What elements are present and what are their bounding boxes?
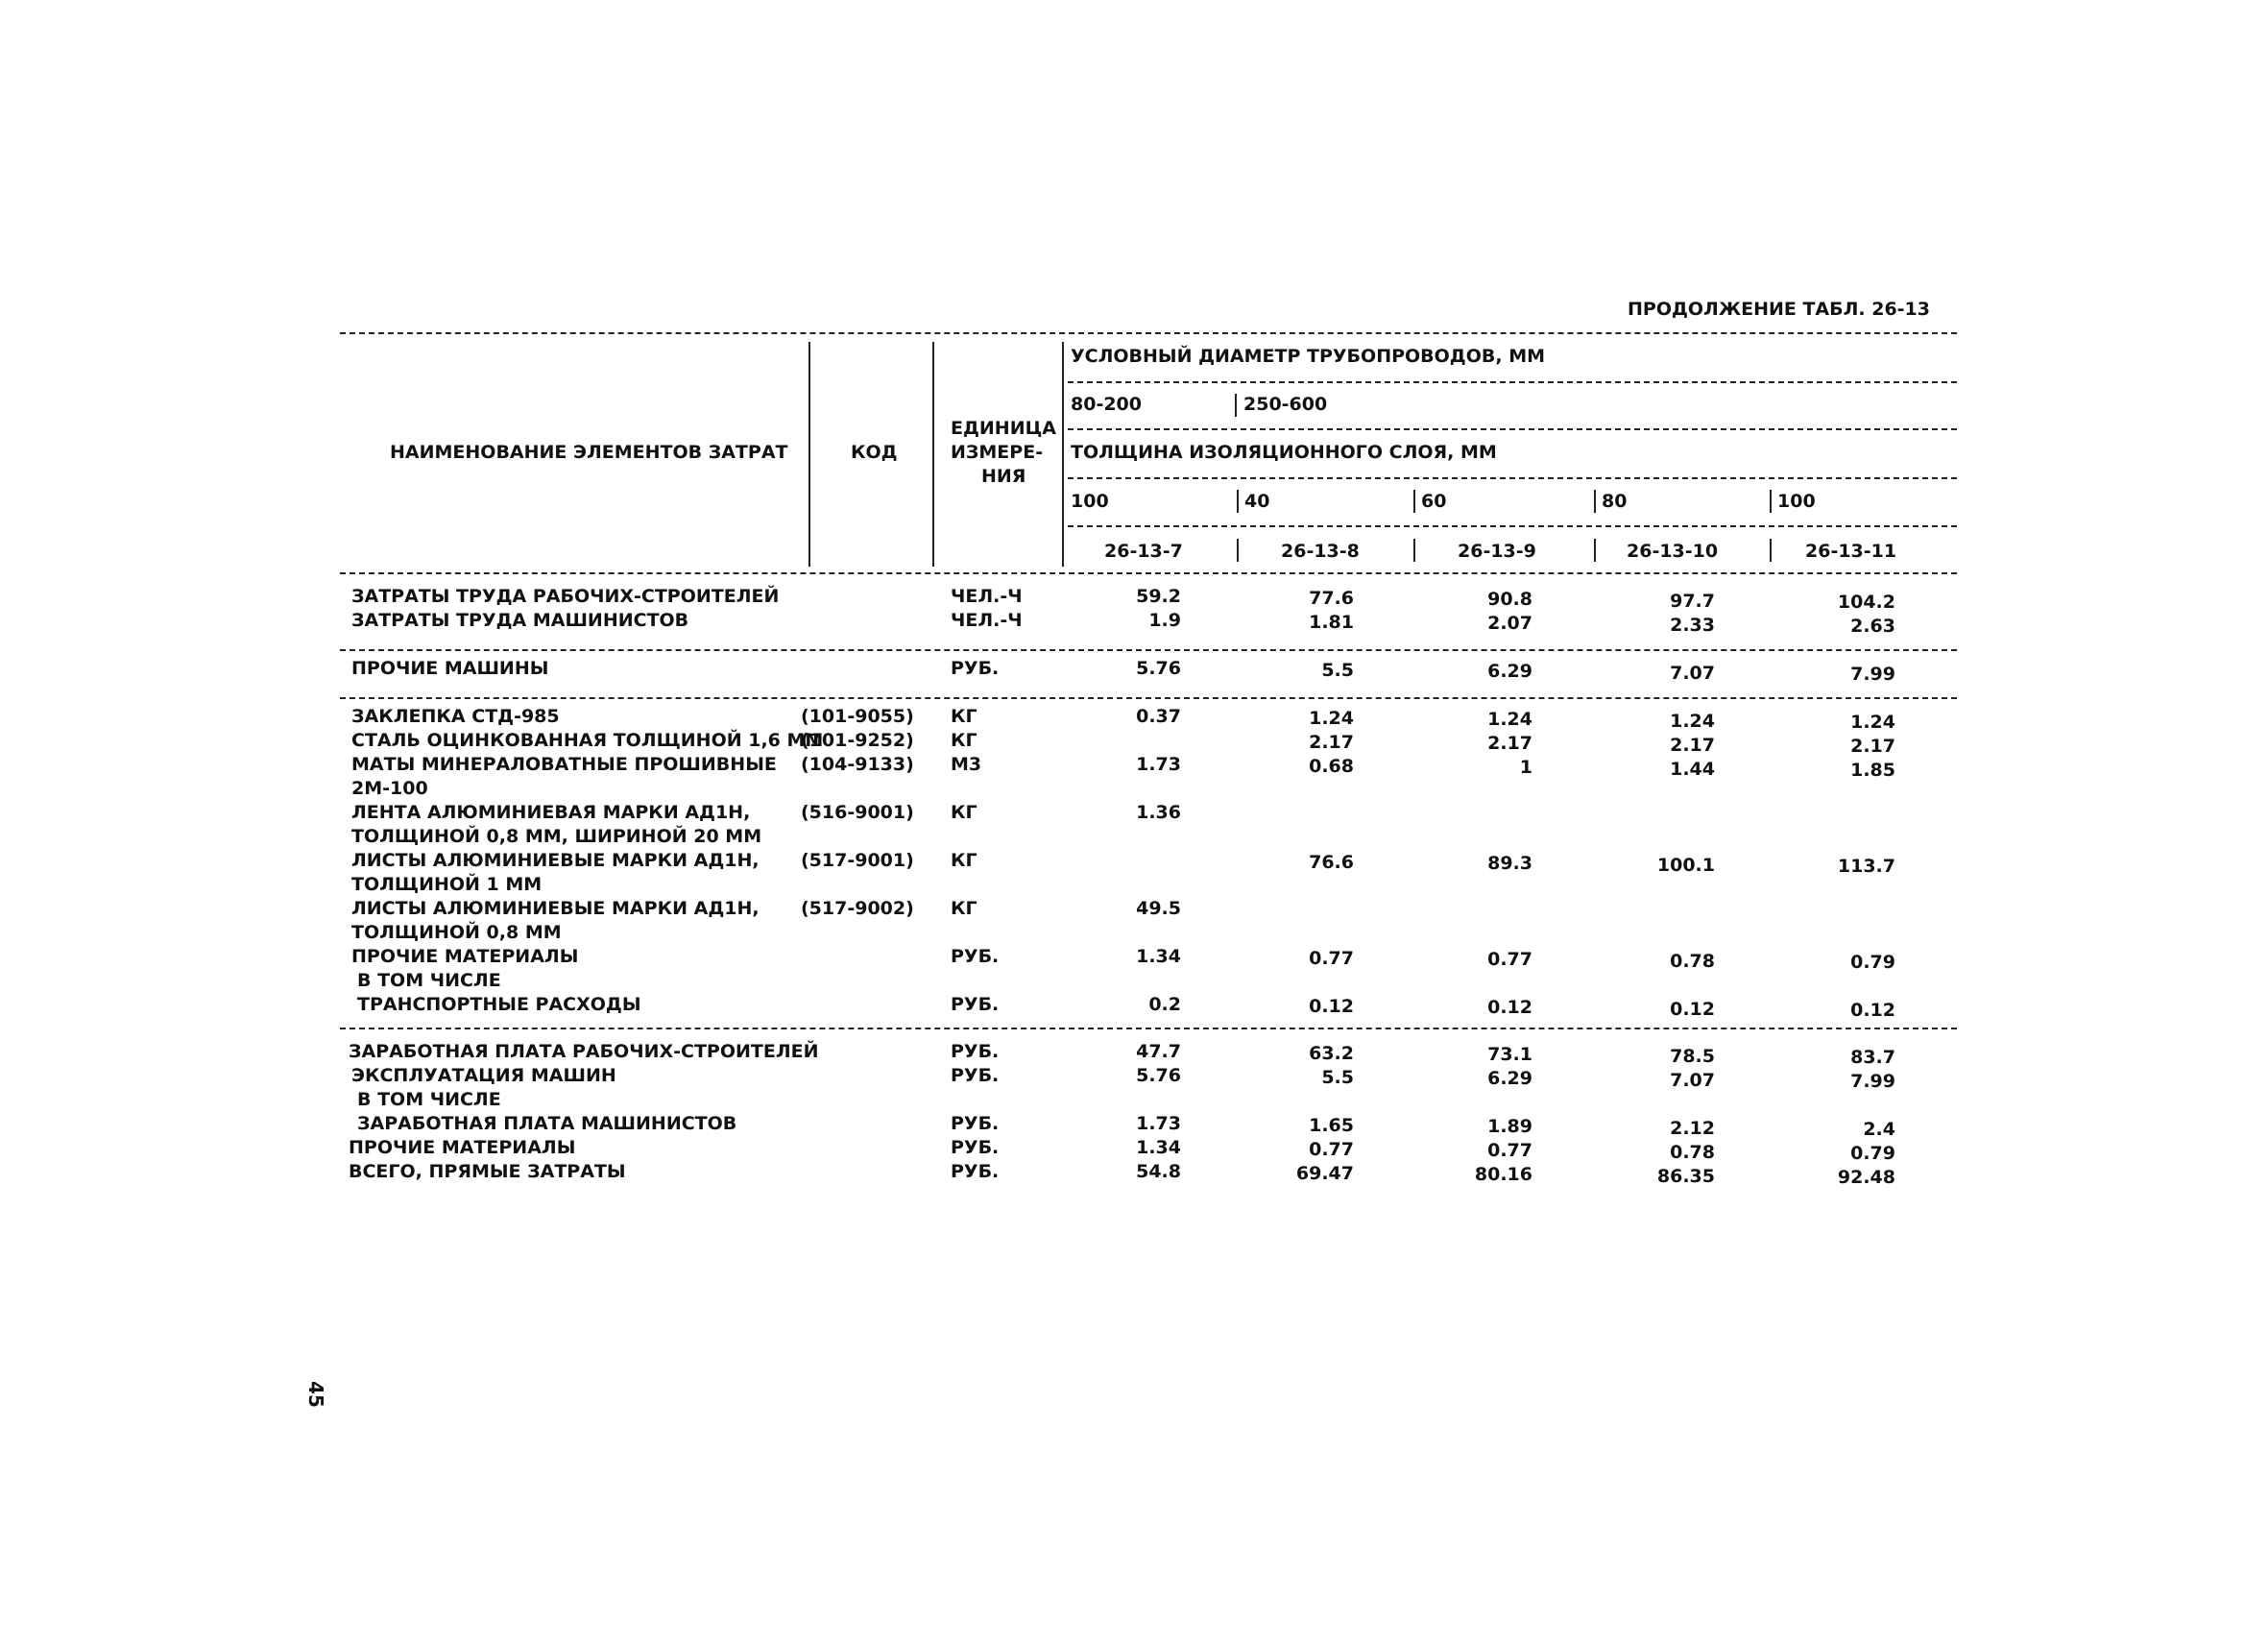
row-value: 5.76	[1136, 658, 1181, 679]
row-name: ЗАРАБОТНАЯ ПЛАТА МАШИНИСТОВ	[357, 1113, 737, 1134]
row-unit: КГ	[951, 850, 977, 871]
divider-code-3	[1594, 539, 1596, 562]
row-value: 7.99	[1850, 1071, 1895, 1092]
row-name: ЭКСПЛУАТАЦИЯ МАШИН	[351, 1065, 616, 1086]
row-name: ЗАКЛЕПКА СТД-985	[351, 706, 560, 727]
row-value: 54.8	[1136, 1161, 1181, 1182]
row-name: ПРОЧИЕ МАТЕРИАЛЫ	[351, 946, 579, 967]
row-value: 0.12	[1670, 999, 1715, 1020]
row-value: 1.89	[1487, 1116, 1532, 1137]
row-value: 1.65	[1309, 1115, 1354, 1136]
row-unit: РУБ.	[951, 1161, 1000, 1182]
row-unit: РУБ.	[951, 1041, 1000, 1062]
header-code: КОД	[851, 442, 898, 463]
row-value: 0.12	[1487, 997, 1532, 1018]
header-diameter-1: 80-200	[1071, 394, 1142, 415]
row-value: 90.8	[1487, 589, 1532, 610]
row-value: 0.79	[1850, 1143, 1895, 1164]
row-unit: РУБ.	[951, 1113, 1000, 1134]
header-unit-2: ИЗМЕРЕ-	[951, 442, 1044, 463]
row-value: 0.79	[1850, 952, 1895, 973]
row-value: 5.5	[1321, 1067, 1354, 1088]
row-value: 59.2	[1136, 586, 1181, 607]
header-thickness-title: ТОЛЩИНА ИЗОЛЯЦИОННОГО СЛОЯ, ММ	[1071, 442, 1497, 463]
row-unit: КГ	[951, 802, 977, 823]
row-value: 77.6	[1309, 588, 1354, 609]
row-value: 69.47	[1295, 1163, 1354, 1184]
row-value: 63.2	[1309, 1043, 1354, 1064]
divider-code-2	[1413, 539, 1415, 562]
row-value: 5.76	[1136, 1065, 1181, 1086]
row-name: В ТОМ ЧИСЛЕ	[357, 970, 501, 991]
row-value: 6.29	[1487, 661, 1532, 682]
row-name: ЛЕНТА АЛЮМИНИЕВАЯ МАРКИ АД1Н,	[351, 802, 751, 823]
row-name: ТОЛЩИНОЙ 0,8 ММ	[351, 922, 562, 943]
row-name: В ТОМ ЧИСЛЕ	[357, 1089, 501, 1110]
row-name: ТОЛЩИНОЙ 0,8 ММ, ШИРИНОЙ 20 ММ	[351, 826, 762, 847]
rule-group-1	[340, 649, 1957, 651]
row-unit: РУБ.	[951, 994, 1000, 1015]
header-code-3: 26-13-9	[1458, 541, 1536, 562]
row-value: 73.1	[1487, 1044, 1532, 1065]
row-value: 5.5	[1321, 660, 1354, 681]
row-name: ЛИСТЫ АЛЮМИНИЕВЫЕ МАРКИ АД1Н,	[351, 850, 760, 871]
row-value: 7.07	[1670, 1070, 1715, 1091]
row-unit: РУБ.	[951, 946, 1000, 967]
row-unit: РУБ.	[951, 658, 1000, 679]
row-name: ЗАРАБОТНАЯ ПЛАТА РАБОЧИХ-СТРОИТЕЛЕЙ	[349, 1041, 819, 1062]
divider-unit-data	[1062, 342, 1064, 567]
row-value: 47.7	[1136, 1041, 1181, 1062]
header-code-5: 26-13-11	[1805, 541, 1897, 562]
row-value: 1.24	[1670, 711, 1715, 732]
row-value: 0.77	[1487, 949, 1532, 970]
row-value: 0.77	[1309, 948, 1354, 969]
row-value: 0.2	[1148, 994, 1181, 1015]
row-code: (101-9252)	[801, 730, 914, 751]
row-value: 0.77	[1309, 1139, 1354, 1160]
row-unit: РУБ.	[951, 1065, 1000, 1086]
row-value: 104.2	[1837, 592, 1895, 613]
row-value: 0.77	[1487, 1140, 1532, 1161]
rule-header-2	[1068, 428, 1957, 430]
divider-code-1	[1237, 539, 1239, 562]
row-name: МАТЫ МИНЕРАЛОВАТНЫЕ ПРОШИВНЫЕ	[351, 754, 777, 775]
row-value: 49.5	[1136, 898, 1181, 919]
row-name: ТРАНСПОРТНЫЕ РАСХОДЫ	[357, 994, 641, 1015]
row-value: 113.7	[1837, 856, 1895, 877]
row-code: (517-9002)	[801, 898, 914, 919]
row-value: 1.9	[1148, 610, 1181, 631]
header-thickness-2: 40	[1244, 491, 1270, 512]
rule-group-2	[340, 697, 1957, 699]
row-unit: РУБ.	[951, 1137, 1000, 1158]
row-value: 1.85	[1850, 760, 1895, 781]
header-name: НАИМЕНОВАНИЕ ЭЛЕМЕНТОВ ЗАТРАТ	[390, 442, 788, 463]
row-value: 83.7	[1850, 1047, 1895, 1068]
header-unit-3: НИЯ	[981, 466, 1026, 487]
header-thickness-4: 80	[1602, 491, 1628, 512]
divider-thickness-4	[1770, 490, 1772, 513]
row-value: 1.73	[1136, 754, 1181, 775]
divider-name-code	[808, 342, 810, 567]
row-value: 0.12	[1309, 996, 1354, 1017]
header-thickness-1: 100	[1071, 491, 1109, 512]
row-unit: ЧЕЛ.-Ч	[951, 610, 1023, 631]
header-code-1: 26-13-7	[1104, 541, 1183, 562]
row-value: 2.07	[1487, 613, 1532, 634]
divider-diameter	[1235, 394, 1237, 417]
rule-header-4	[1068, 525, 1957, 527]
row-value: 1.24	[1487, 709, 1532, 730]
row-value: 1.73	[1136, 1113, 1181, 1134]
row-name: ЛИСТЫ АЛЮМИНИЕВЫЕ МАРКИ АД1Н,	[351, 898, 760, 919]
row-value: 1.24	[1850, 712, 1895, 733]
row-value: 97.7	[1670, 591, 1715, 612]
row-value: 6.29	[1487, 1068, 1532, 1089]
row-name: ПРОЧИЕ МАШИНЫ	[351, 658, 549, 679]
header-diameter-2: 250-600	[1243, 394, 1328, 415]
row-code: (104-9133)	[801, 754, 914, 775]
row-value: 0.78	[1670, 951, 1715, 972]
row-value: 1.36	[1136, 802, 1181, 823]
row-value: 80.16	[1474, 1164, 1532, 1185]
header-unit-1: ЕДИНИЦА	[951, 418, 1056, 439]
rule-group-3	[340, 1028, 1957, 1029]
row-name: СТАЛЬ ОЦИНКОВАННАЯ ТОЛЩИНОЙ 1,6 ММ	[351, 730, 824, 751]
table-caption: ПРОДОЛЖЕНИЕ ТАБЛ. 26-13	[1628, 299, 1930, 320]
header-diameter-title: УСЛОВНЫЙ ДИАМЕТР ТРУБОПРОВОДОВ, ММ	[1071, 346, 1546, 367]
row-value: 2.17	[1487, 733, 1532, 754]
row-name: ЗАТРАТЫ ТРУДА РАБОЧИХ-СТРОИТЕЛЕЙ	[351, 586, 780, 607]
header-thickness-5: 100	[1777, 491, 1816, 512]
divider-thickness-1	[1237, 490, 1239, 513]
row-value: 0.78	[1670, 1142, 1715, 1163]
rule-header-3	[1068, 477, 1957, 479]
row-value: 78.5	[1670, 1046, 1715, 1067]
page-number: 45	[303, 1381, 327, 1408]
row-name: ПРОЧИЕ МАТЕРИАЛЫ	[349, 1137, 576, 1158]
row-value: 1.24	[1309, 708, 1354, 729]
row-value: 7.99	[1850, 664, 1895, 685]
row-value: 76.6	[1309, 852, 1354, 873]
row-code: (517-9001)	[801, 850, 914, 871]
rule-top	[340, 332, 1957, 334]
header-code-2: 26-13-8	[1281, 541, 1360, 562]
row-unit: КГ	[951, 730, 977, 751]
row-value: 0.37	[1136, 706, 1181, 727]
row-value: 2.17	[1309, 732, 1354, 753]
row-unit: КГ	[951, 898, 977, 919]
row-name: ВСЕГО, ПРЯМЫЕ ЗАТРАТЫ	[349, 1161, 626, 1182]
row-name: ТОЛЩИНОЙ 1 ММ	[351, 874, 543, 895]
row-value: 0.12	[1850, 1000, 1895, 1021]
row-value: 86.35	[1656, 1166, 1715, 1187]
rule-header-1	[1068, 381, 1957, 383]
row-value: 7.07	[1670, 663, 1715, 684]
divider-thickness-2	[1413, 490, 1415, 513]
row-value: 2.4	[1863, 1119, 1895, 1140]
rule-header-bottom	[340, 572, 1957, 574]
row-code: (516-9001)	[801, 802, 914, 823]
row-value: 2.33	[1670, 615, 1715, 636]
row-value: 2.17	[1850, 736, 1895, 757]
row-name: 2М-100	[351, 778, 428, 799]
row-value: 1.44	[1670, 759, 1715, 780]
row-unit: КГ	[951, 706, 977, 727]
header-thickness-3: 60	[1421, 491, 1447, 512]
row-unit: ЧЕЛ.-Ч	[951, 586, 1023, 607]
divider-code-4	[1770, 539, 1772, 562]
row-value: 1.34	[1136, 1137, 1181, 1158]
row-value: 2.12	[1670, 1118, 1715, 1139]
row-value: 89.3	[1487, 853, 1532, 874]
row-value: 1.81	[1309, 612, 1354, 633]
row-unit: М3	[951, 754, 982, 775]
row-value: 0.68	[1309, 756, 1354, 777]
row-name: ЗАТРАТЫ ТРУДА МАШИНИСТОВ	[351, 610, 689, 631]
divider-thickness-3	[1594, 490, 1596, 513]
row-value: 92.48	[1837, 1167, 1895, 1188]
row-value: 1.34	[1136, 946, 1181, 967]
header-code-4: 26-13-10	[1627, 541, 1719, 562]
row-value: 1	[1519, 757, 1532, 778]
divider-code-unit	[932, 342, 934, 567]
row-code: (101-9055)	[801, 706, 914, 727]
row-value: 2.63	[1850, 616, 1895, 637]
row-value: 2.17	[1670, 735, 1715, 756]
row-value: 100.1	[1656, 855, 1715, 876]
